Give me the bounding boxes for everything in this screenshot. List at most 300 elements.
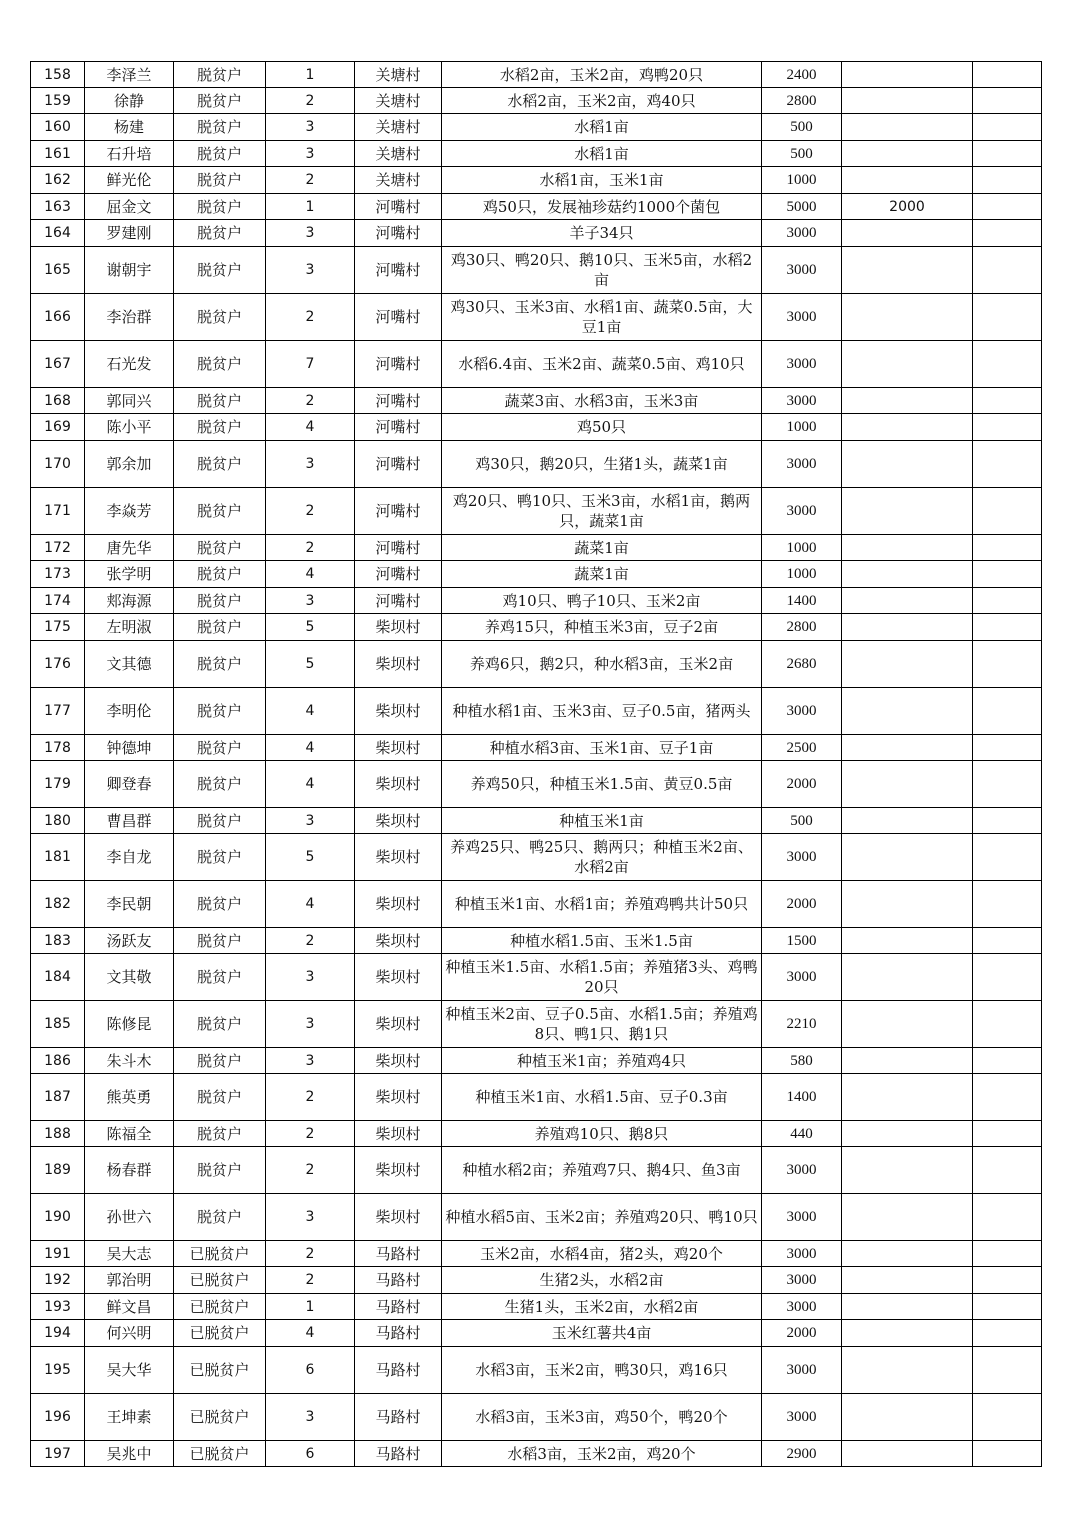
village-name: 河嘴村 bbox=[355, 441, 442, 488]
household-status: 已脱贫户 bbox=[174, 1294, 266, 1320]
row-number: 179 bbox=[31, 761, 85, 808]
production-description: 鸡20只、鸭10只、玉米3亩，水稻1亩，鹅两只，蔬菜1亩 bbox=[442, 488, 762, 535]
remark-cell bbox=[973, 414, 1042, 441]
table-row bbox=[31, 928, 1042, 954]
household-size: 1 bbox=[266, 1294, 355, 1320]
household-status: 脱贫户 bbox=[174, 167, 266, 194]
household-size: 7 bbox=[266, 341, 355, 388]
household-name: 鲜光伦 bbox=[85, 167, 174, 194]
subsidy-value bbox=[842, 688, 973, 735]
household-size: 3 bbox=[266, 1394, 355, 1441]
table-row bbox=[31, 761, 1042, 808]
household-name: 吴兆中 bbox=[85, 1441, 174, 1467]
row-number: 184 bbox=[31, 954, 85, 1001]
household-status: 脱贫户 bbox=[174, 114, 266, 141]
household-name: 朱斗木 bbox=[85, 1048, 174, 1074]
row-number: 158 bbox=[31, 62, 85, 88]
subsidy-value bbox=[842, 1294, 973, 1320]
household-status: 脱贫户 bbox=[174, 1074, 266, 1121]
village-name: 柴坝村 bbox=[355, 1121, 442, 1147]
subsidy-value bbox=[842, 388, 973, 414]
production-description: 种植水稻1亩、玉米3亩、豆子0.5亩，猪两头 bbox=[442, 688, 762, 735]
household-status: 脱贫户 bbox=[174, 388, 266, 414]
household-status: 脱贫户 bbox=[174, 561, 266, 588]
remark-cell bbox=[973, 641, 1042, 688]
household-status: 脱贫户 bbox=[174, 588, 266, 614]
table-row bbox=[31, 114, 1042, 141]
row-number: 166 bbox=[31, 294, 85, 341]
household-size: 4 bbox=[266, 688, 355, 735]
household-status: 脱贫户 bbox=[174, 414, 266, 441]
village-name: 柴坝村 bbox=[355, 614, 442, 641]
row-number: 169 bbox=[31, 414, 85, 441]
row-number: 177 bbox=[31, 688, 85, 735]
production-description: 水稻3亩，玉米2亩，鸭30只，鸡16只 bbox=[442, 1347, 762, 1394]
amount-value: 2900 bbox=[762, 1441, 842, 1467]
household-size: 3 bbox=[266, 247, 355, 294]
village-name: 柴坝村 bbox=[355, 1074, 442, 1121]
household-name: 郭治明 bbox=[85, 1267, 174, 1294]
production-description: 鸡10只、鸭子10只、玉米2亩 bbox=[442, 588, 762, 614]
remark-cell bbox=[973, 88, 1042, 114]
household-name: 杨春群 bbox=[85, 1147, 174, 1194]
household-size: 1 bbox=[266, 62, 355, 88]
row-number: 165 bbox=[31, 247, 85, 294]
subsidy-value bbox=[842, 834, 973, 881]
amount-value: 3000 bbox=[762, 1267, 842, 1294]
village-name: 河嘴村 bbox=[355, 588, 442, 614]
household-name: 吴大华 bbox=[85, 1347, 174, 1394]
village-name: 河嘴村 bbox=[355, 194, 442, 220]
table-body bbox=[31, 62, 1042, 1467]
household-name: 李明伦 bbox=[85, 688, 174, 735]
subsidy-value bbox=[842, 1320, 973, 1347]
table-row bbox=[31, 588, 1042, 614]
village-name: 河嘴村 bbox=[355, 414, 442, 441]
household-name: 唐先华 bbox=[85, 535, 174, 561]
remark-cell bbox=[973, 1147, 1042, 1194]
production-description: 玉米2亩，水稻4亩，猪2头，鸡20个 bbox=[442, 1241, 762, 1267]
table-row bbox=[31, 341, 1042, 388]
amount-value: 3000 bbox=[762, 220, 842, 247]
household-status: 脱贫户 bbox=[174, 614, 266, 641]
row-number: 174 bbox=[31, 588, 85, 614]
table-row bbox=[31, 414, 1042, 441]
household-status: 脱贫户 bbox=[174, 294, 266, 341]
household-size: 2 bbox=[266, 294, 355, 341]
village-name: 柴坝村 bbox=[355, 641, 442, 688]
household-name: 陈小平 bbox=[85, 414, 174, 441]
household-name: 钟德坤 bbox=[85, 735, 174, 761]
amount-value: 2680 bbox=[762, 641, 842, 688]
production-description: 水稻1亩 bbox=[442, 141, 762, 167]
row-number: 185 bbox=[31, 1001, 85, 1048]
remark-cell bbox=[973, 614, 1042, 641]
household-size: 1 bbox=[266, 194, 355, 220]
household-status: 脱贫户 bbox=[174, 247, 266, 294]
amount-value: 2000 bbox=[762, 1320, 842, 1347]
village-name: 河嘴村 bbox=[355, 341, 442, 388]
amount-value: 2800 bbox=[762, 614, 842, 641]
remark-cell bbox=[973, 488, 1042, 535]
amount-value: 580 bbox=[762, 1048, 842, 1074]
subsidy-value bbox=[842, 954, 973, 1001]
household-status: 脱贫户 bbox=[174, 808, 266, 834]
production-description: 种植玉米1亩 bbox=[442, 808, 762, 834]
amount-value: 1500 bbox=[762, 928, 842, 954]
table-row bbox=[31, 88, 1042, 114]
row-number: 182 bbox=[31, 881, 85, 928]
village-name: 柴坝村 bbox=[355, 928, 442, 954]
production-description: 水稻3亩，玉米3亩，鸡50个，鸭20个 bbox=[442, 1394, 762, 1441]
village-name: 关塘村 bbox=[355, 141, 442, 167]
household-size: 2 bbox=[266, 1121, 355, 1147]
household-status: 已脱贫户 bbox=[174, 1347, 266, 1394]
household-size: 3 bbox=[266, 1194, 355, 1241]
household-status: 脱贫户 bbox=[174, 1048, 266, 1074]
production-description: 养鸡6只，鹅2只，种水稻3亩，玉米2亩 bbox=[442, 641, 762, 688]
village-name: 关塘村 bbox=[355, 167, 442, 194]
amount-value: 3000 bbox=[762, 1241, 842, 1267]
table-row bbox=[31, 294, 1042, 341]
village-name: 马路村 bbox=[355, 1267, 442, 1294]
amount-value: 3000 bbox=[762, 1394, 842, 1441]
remark-cell bbox=[973, 808, 1042, 834]
remark-cell bbox=[973, 1001, 1042, 1048]
amount-value: 500 bbox=[762, 808, 842, 834]
household-size: 3 bbox=[266, 808, 355, 834]
remark-cell bbox=[973, 1121, 1042, 1147]
table-row bbox=[31, 688, 1042, 735]
production-description: 水稻1亩 bbox=[442, 114, 762, 141]
subsidy-value bbox=[842, 441, 973, 488]
household-size: 3 bbox=[266, 220, 355, 247]
remark-cell bbox=[973, 954, 1042, 1001]
production-description: 水稻2亩，玉米2亩，鸡鸭20只 bbox=[442, 62, 762, 88]
row-number: 178 bbox=[31, 735, 85, 761]
production-description: 玉米红薯共4亩 bbox=[442, 1320, 762, 1347]
subsidy-value bbox=[842, 1194, 973, 1241]
subsidy-value bbox=[842, 1441, 973, 1467]
production-description: 鸡50只 bbox=[442, 414, 762, 441]
remark-cell bbox=[973, 834, 1042, 881]
production-description: 种植玉米1亩、水稻1亩；养殖鸡鸭共计50只 bbox=[442, 881, 762, 928]
village-name: 柴坝村 bbox=[355, 808, 442, 834]
amount-value: 3000 bbox=[762, 1147, 842, 1194]
subsidy-value bbox=[842, 88, 973, 114]
amount-value: 1000 bbox=[762, 167, 842, 194]
amount-value: 500 bbox=[762, 141, 842, 167]
amount-value: 1000 bbox=[762, 414, 842, 441]
remark-cell bbox=[973, 1267, 1042, 1294]
household-size: 5 bbox=[266, 834, 355, 881]
village-name: 关塘村 bbox=[355, 114, 442, 141]
table-row bbox=[31, 488, 1042, 535]
village-name: 马路村 bbox=[355, 1241, 442, 1267]
remark-cell bbox=[973, 167, 1042, 194]
household-name: 罗建刚 bbox=[85, 220, 174, 247]
subsidy-value bbox=[842, 1241, 973, 1267]
table-row bbox=[31, 735, 1042, 761]
row-number: 173 bbox=[31, 561, 85, 588]
remark-cell bbox=[973, 1320, 1042, 1347]
table-row bbox=[31, 441, 1042, 488]
household-name: 李民朝 bbox=[85, 881, 174, 928]
table-row bbox=[31, 834, 1042, 881]
production-description: 养殖鸡10只、鹅8只 bbox=[442, 1121, 762, 1147]
row-number: 195 bbox=[31, 1347, 85, 1394]
table-row bbox=[31, 1241, 1042, 1267]
household-status: 脱贫户 bbox=[174, 688, 266, 735]
household-status: 脱贫户 bbox=[174, 535, 266, 561]
table-row bbox=[31, 1147, 1042, 1194]
subsidy-value bbox=[842, 561, 973, 588]
remark-cell bbox=[973, 1048, 1042, 1074]
amount-value: 2210 bbox=[762, 1001, 842, 1048]
subsidy-value bbox=[842, 1394, 973, 1441]
village-name: 柴坝村 bbox=[355, 761, 442, 808]
subsidy-value bbox=[842, 1074, 973, 1121]
remark-cell bbox=[973, 441, 1042, 488]
table-row bbox=[31, 1320, 1042, 1347]
amount-value: 3000 bbox=[762, 247, 842, 294]
subsidy-value: 2000 bbox=[842, 194, 973, 220]
amount-value: 2000 bbox=[762, 761, 842, 808]
household-size: 2 bbox=[266, 88, 355, 114]
household-status: 脱贫户 bbox=[174, 1194, 266, 1241]
household-size: 3 bbox=[266, 588, 355, 614]
household-size: 2 bbox=[266, 1267, 355, 1294]
table-row bbox=[31, 1441, 1042, 1467]
subsidy-value bbox=[842, 588, 973, 614]
remark-cell bbox=[973, 114, 1042, 141]
village-name: 关塘村 bbox=[355, 62, 442, 88]
village-name: 河嘴村 bbox=[355, 561, 442, 588]
household-name: 文其德 bbox=[85, 641, 174, 688]
village-name: 柴坝村 bbox=[355, 954, 442, 1001]
row-number: 197 bbox=[31, 1441, 85, 1467]
household-status: 已脱贫户 bbox=[174, 1394, 266, 1441]
amount-value: 3000 bbox=[762, 834, 842, 881]
household-size: 3 bbox=[266, 141, 355, 167]
household-name: 李焱芳 bbox=[85, 488, 174, 535]
table-row bbox=[31, 1048, 1042, 1074]
household-name: 孙世六 bbox=[85, 1194, 174, 1241]
household-status: 脱贫户 bbox=[174, 881, 266, 928]
household-status: 脱贫户 bbox=[174, 488, 266, 535]
amount-value: 3000 bbox=[762, 1294, 842, 1320]
table-row bbox=[31, 388, 1042, 414]
table-row bbox=[31, 641, 1042, 688]
household-size: 4 bbox=[266, 414, 355, 441]
amount-value: 3000 bbox=[762, 488, 842, 535]
remark-cell bbox=[973, 735, 1042, 761]
row-number: 196 bbox=[31, 1394, 85, 1441]
production-description: 种植玉米2亩、豆子0.5亩、水稻1.5亩；养殖鸡8只、鸭1只、鹅1只 bbox=[442, 1001, 762, 1048]
row-number: 172 bbox=[31, 535, 85, 561]
production-description: 种植玉米1亩；养殖鸡4只 bbox=[442, 1048, 762, 1074]
household-name: 石升培 bbox=[85, 141, 174, 167]
household-name: 屈金文 bbox=[85, 194, 174, 220]
subsidy-value bbox=[842, 62, 973, 88]
household-size: 2 bbox=[266, 167, 355, 194]
row-number: 163 bbox=[31, 194, 85, 220]
household-status: 已脱贫户 bbox=[174, 1267, 266, 1294]
remark-cell bbox=[973, 247, 1042, 294]
household-name: 何兴明 bbox=[85, 1320, 174, 1347]
subsidy-value bbox=[842, 735, 973, 761]
table-row bbox=[31, 1121, 1042, 1147]
household-status: 脱贫户 bbox=[174, 220, 266, 247]
household-size: 3 bbox=[266, 954, 355, 1001]
production-description: 种植水稻1.5亩、玉米1.5亩 bbox=[442, 928, 762, 954]
remark-cell bbox=[973, 881, 1042, 928]
household-size: 3 bbox=[266, 441, 355, 488]
table-row bbox=[31, 561, 1042, 588]
amount-value: 3000 bbox=[762, 294, 842, 341]
household-status: 脱贫户 bbox=[174, 341, 266, 388]
amount-value: 1400 bbox=[762, 588, 842, 614]
production-description: 种植水稻3亩、玉米1亩、豆子1亩 bbox=[442, 735, 762, 761]
village-name: 马路村 bbox=[355, 1320, 442, 1347]
village-name: 河嘴村 bbox=[355, 247, 442, 294]
remark-cell bbox=[973, 194, 1042, 220]
household-name: 熊英勇 bbox=[85, 1074, 174, 1121]
household-size: 4 bbox=[266, 761, 355, 808]
village-name: 马路村 bbox=[355, 1347, 442, 1394]
household-size: 3 bbox=[266, 1048, 355, 1074]
remark-cell bbox=[973, 928, 1042, 954]
village-name: 柴坝村 bbox=[355, 1048, 442, 1074]
row-number: 189 bbox=[31, 1147, 85, 1194]
subsidy-value bbox=[842, 928, 973, 954]
household-size: 4 bbox=[266, 1320, 355, 1347]
household-status: 脱贫户 bbox=[174, 1001, 266, 1048]
household-name: 杨建 bbox=[85, 114, 174, 141]
row-number: 171 bbox=[31, 488, 85, 535]
remark-cell bbox=[973, 294, 1042, 341]
subsidy-value bbox=[842, 1347, 973, 1394]
amount-value: 2000 bbox=[762, 881, 842, 928]
table-row bbox=[31, 167, 1042, 194]
household-status: 脱贫户 bbox=[174, 1121, 266, 1147]
row-number: 161 bbox=[31, 141, 85, 167]
table-row bbox=[31, 62, 1042, 88]
amount-value: 2800 bbox=[762, 88, 842, 114]
subsidy-value bbox=[842, 641, 973, 688]
production-description: 水稻6.4亩、玉米2亩、蔬菜0.5亩、鸡10只 bbox=[442, 341, 762, 388]
household-name: 鲜文昌 bbox=[85, 1294, 174, 1320]
table-row bbox=[31, 220, 1042, 247]
table-row bbox=[31, 1194, 1042, 1241]
table-row bbox=[31, 1294, 1042, 1320]
row-number: 159 bbox=[31, 88, 85, 114]
household-name: 谢朝宇 bbox=[85, 247, 174, 294]
household-status: 脱贫户 bbox=[174, 62, 266, 88]
row-number: 170 bbox=[31, 441, 85, 488]
household-status: 脱贫户 bbox=[174, 834, 266, 881]
household-name: 王坤素 bbox=[85, 1394, 174, 1441]
row-number: 162 bbox=[31, 167, 85, 194]
production-description: 鸡50只，发展袖珍菇约1000个菌包 bbox=[442, 194, 762, 220]
remark-cell bbox=[973, 388, 1042, 414]
production-description: 羊子34只 bbox=[442, 220, 762, 247]
household-status: 已脱贫户 bbox=[174, 1441, 266, 1467]
village-name: 柴坝村 bbox=[355, 735, 442, 761]
row-number: 192 bbox=[31, 1267, 85, 1294]
household-size: 4 bbox=[266, 881, 355, 928]
production-description: 蔬菜1亩 bbox=[442, 561, 762, 588]
village-name: 柴坝村 bbox=[355, 1001, 442, 1048]
row-number: 188 bbox=[31, 1121, 85, 1147]
remark-cell bbox=[973, 588, 1042, 614]
household-name: 卿登春 bbox=[85, 761, 174, 808]
household-size: 2 bbox=[266, 928, 355, 954]
production-description: 蔬菜3亩、水稻3亩，玉米3亩 bbox=[442, 388, 762, 414]
household-name: 石光发 bbox=[85, 341, 174, 388]
subsidy-value bbox=[842, 1001, 973, 1048]
household-name: 李自龙 bbox=[85, 834, 174, 881]
household-size: 5 bbox=[266, 614, 355, 641]
subsidy-value bbox=[842, 1048, 973, 1074]
table-row bbox=[31, 1074, 1042, 1121]
remark-cell bbox=[973, 1241, 1042, 1267]
row-number: 180 bbox=[31, 808, 85, 834]
amount-value: 3000 bbox=[762, 1194, 842, 1241]
remark-cell bbox=[973, 62, 1042, 88]
remark-cell bbox=[973, 1194, 1042, 1241]
household-status: 脱贫户 bbox=[174, 141, 266, 167]
subsidy-value bbox=[842, 808, 973, 834]
village-name: 河嘴村 bbox=[355, 220, 442, 247]
subsidy-value bbox=[842, 614, 973, 641]
row-number: 176 bbox=[31, 641, 85, 688]
production-description: 种植玉米1.5亩、水稻1.5亩；养殖猪3头、鸡鸭20只 bbox=[442, 954, 762, 1001]
production-description: 水稻1亩，玉米1亩 bbox=[442, 167, 762, 194]
household-size: 6 bbox=[266, 1347, 355, 1394]
table-row bbox=[31, 141, 1042, 167]
production-description: 鸡30只、玉米3亩、水稻1亩、蔬菜0.5亩，大豆1亩 bbox=[442, 294, 762, 341]
table-row bbox=[31, 1394, 1042, 1441]
amount-value: 5000 bbox=[762, 194, 842, 220]
production-description: 生猪2头，水稻2亩 bbox=[442, 1267, 762, 1294]
production-description: 养鸡25只、鸭25只、鹅两只；种植玉米2亩、水稻2亩 bbox=[442, 834, 762, 881]
table-row bbox=[31, 614, 1042, 641]
amount-value: 1400 bbox=[762, 1074, 842, 1121]
subsidy-value bbox=[842, 881, 973, 928]
amount-value: 500 bbox=[762, 114, 842, 141]
household-name: 郭余加 bbox=[85, 441, 174, 488]
household-size: 2 bbox=[266, 1147, 355, 1194]
village-name: 柴坝村 bbox=[355, 881, 442, 928]
amount-value: 3000 bbox=[762, 441, 842, 488]
production-description: 蔬菜1亩 bbox=[442, 535, 762, 561]
household-status: 脱贫户 bbox=[174, 761, 266, 808]
production-description: 养鸡15只，种植玉米3亩，豆子2亩 bbox=[442, 614, 762, 641]
row-number: 175 bbox=[31, 614, 85, 641]
row-number: 181 bbox=[31, 834, 85, 881]
household-size: 2 bbox=[266, 388, 355, 414]
village-name: 河嘴村 bbox=[355, 488, 442, 535]
household-name: 郭同兴 bbox=[85, 388, 174, 414]
village-name: 关塘村 bbox=[355, 88, 442, 114]
subsidy-value bbox=[842, 414, 973, 441]
amount-value: 440 bbox=[762, 1121, 842, 1147]
row-number: 160 bbox=[31, 114, 85, 141]
remark-cell bbox=[973, 220, 1042, 247]
household-status: 脱贫户 bbox=[174, 441, 266, 488]
amount-value: 3000 bbox=[762, 954, 842, 1001]
